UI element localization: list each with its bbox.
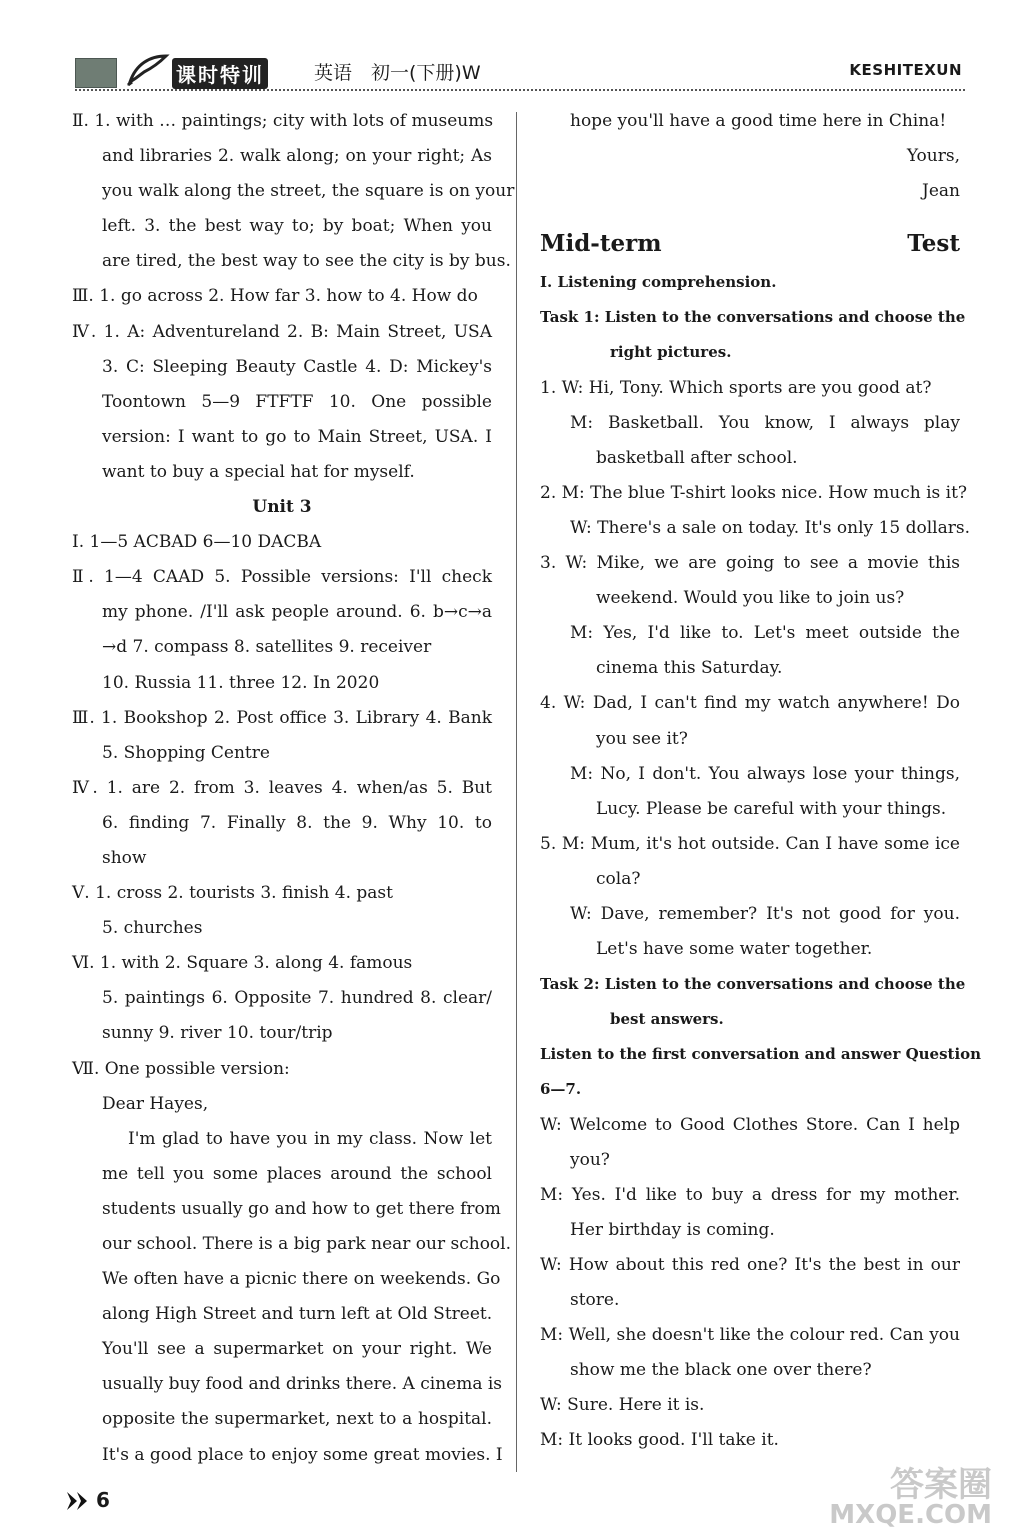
left-text-line: Ⅲ. 1. Bookshop 2. Post office 3. Library 4. Bank <box>72 707 492 728</box>
page-header <box>0 0 1032 100</box>
watermark-line-2: MXQE.COM <box>829 1500 992 1530</box>
pen-logo-icon <box>126 52 174 86</box>
right-text-line: 4. W: Dad, I can't find my watch anywhere! Do <box>540 693 960 714</box>
right-text-line: Listen to the first conversation and answer Question <box>540 1045 982 1064</box>
left-text-line: 5. paintings 6. Opposite 7. hundred 8. clear/ <box>102 988 492 1009</box>
right-text-line: 5. M: Mum, it's hot outside. Can I have some ice <box>540 833 960 854</box>
book-cover-thumbnail <box>75 58 117 88</box>
right-text-line: store. <box>570 1290 620 1310</box>
left-text-line: Ⅶ. One possible version: <box>72 1058 290 1079</box>
right-text-line: Let's have some water together. <box>596 939 873 960</box>
right-text-line: 2. M: The blue T-shirt looks nice. How much is it? <box>540 482 968 503</box>
left-text-line: me tell you some places around the school <box>102 1163 492 1184</box>
right-text-line: Lucy. Please be careful with your things. <box>596 798 947 819</box>
right-text-line: show me the black one over there? <box>570 1360 872 1381</box>
right-text-line: Yours, <box>906 146 960 167</box>
right-text-line: Her birthday is coming. <box>570 1219 775 1240</box>
right-text-line: W: How about this red one? It's the best in our <box>540 1254 960 1275</box>
right-text-line: W: Sure. Here it is. <box>540 1395 705 1416</box>
left-text-line: 5. Shopping Centre <box>102 742 270 763</box>
right-text-line: weekend. Would you like to join us? <box>596 588 905 609</box>
right-text-line: Task 2: Listen to the conversations and choose the <box>540 975 966 994</box>
left-text-line: and libraries 2. walk along; on your right; As <box>102 146 492 167</box>
right-text-line: Jean <box>922 181 960 202</box>
left-text-line: Toontown 5—9 FTFTF 10. One possible <box>102 391 492 412</box>
right-text-line: Mid-term Test <box>540 230 960 258</box>
right-text-line: 3. W: Mike, we are going to see a movie this <box>540 553 960 574</box>
subject-label: 英语 初一(下册)W <box>314 62 481 84</box>
right-text-line: W: Welcome to Good Clothes Store. Can I help <box>540 1114 960 1135</box>
brand-label: KESHITEXUN <box>849 61 962 79</box>
left-text-line: 3. C: Sleeping Beauty Castle 4. D: Mickey's <box>102 356 492 377</box>
left-text-line: I'm glad to have you in my class. Now let <box>128 1128 492 1149</box>
right-text-line: right pictures. <box>610 343 732 362</box>
left-text-line: Ⅰ. 1—5 ACBAD 6—10 DACBA <box>72 532 322 553</box>
left-text-line: are tired, the best way to see the city is by bus. <box>102 251 511 272</box>
right-text-line: Task 1: Listen to the conversations and choose the <box>540 308 966 327</box>
left-column <box>72 104 515 1473</box>
left-text-line: my phone. /I'll ask people around. 6. b→c→a <box>102 602 492 623</box>
left-text-line: opposite the supermarket, next to a hospital. <box>102 1409 492 1430</box>
left-text-line: Ⅱ. 1—4 CAAD 5. Possible versions: I'll check <box>72 567 492 588</box>
right-text-line: M: It looks good. I'll take it. <box>540 1430 779 1451</box>
right-text-line: M: Yes. I'd like to buy a dress for my mother. <box>540 1184 960 1205</box>
right-text-line: M: Basketball. You know, I always play <box>570 412 960 433</box>
left-text-line: our school. There is a big park near our school. <box>102 1234 512 1254</box>
column-divider <box>516 112 517 1472</box>
right-text-line: W: Dave, remember? It's not good for you. <box>570 903 960 924</box>
right-text-line: you see it? <box>596 728 688 749</box>
left-text-line: Ⅴ. 1. cross 2. tourists 3. finish 4. past <box>72 883 393 904</box>
left-text-line: 6. finding 7. Finally 8. the 9. Why 10. to <box>102 812 492 833</box>
left-text-line: Ⅲ. 1. go across 2. How far 3. how to 4. How do <box>72 286 478 307</box>
right-text-line: M: Yes, I'd like to. Let's meet outside the <box>570 623 960 644</box>
right-text-line: hope you'll have a good time here in China! <box>570 111 947 131</box>
left-text-line: Ⅳ. 1. are 2. from 3. leaves 4. when/as 5. But <box>72 777 492 798</box>
left-text-line: want to buy a special hat for myself. <box>102 461 415 482</box>
right-text-line: cinema this Saturday. <box>596 658 783 679</box>
left-text-line: along High Street and turn left at Old Street. <box>102 1304 493 1325</box>
right-column <box>540 104 982 1458</box>
left-text-line: 10. Russia 11. three 12. In 2020 <box>102 672 380 693</box>
left-text-line: Ⅱ. 1. with … paintings; city with lots of museums <box>72 111 494 131</box>
header-divider <box>75 89 965 91</box>
right-text-line: Ⅰ. Listening comprehension. <box>540 273 777 292</box>
left-text-line: 5. churches <box>102 918 203 939</box>
watermark-line-1: 答案圈 <box>890 1465 992 1505</box>
series-logo: 课时特训 <box>172 58 268 89</box>
right-text-line: best answers. <box>610 1010 724 1029</box>
left-text-line: usually buy food and drinks there. A cinema is <box>102 1374 503 1395</box>
right-text-line: 1. W: Hi, Tony. Which sports are you good at? <box>540 377 932 398</box>
right-text-line: W: There's a sale on today. It's only 15 dollars. <box>570 517 970 538</box>
right-text-line: M: Well, she doesn't like the colour red. Can you <box>540 1325 960 1346</box>
left-text-line: We often have a picnic there on weekends. Go <box>102 1269 501 1290</box>
page-number: 6 <box>96 1488 110 1512</box>
left-text-line: Dear Hayes, <box>102 1093 209 1114</box>
left-text-line: Ⅵ. 1. with 2. Square 3. along 4. famous <box>72 953 413 974</box>
left-text-line: Unit 3 <box>252 497 312 518</box>
left-text-line: sunny 9. river 10. tour/trip <box>102 1023 333 1044</box>
left-text-line: You'll see a supermarket on your right. We <box>102 1339 492 1360</box>
right-text-line: basketball after school. <box>596 447 798 468</box>
left-text-line: version: I want to go to Main Street, USA. I <box>102 426 492 447</box>
right-text-line: M: No, I don't. You always lose your things, <box>570 763 960 784</box>
right-text-line: you? <box>570 1149 610 1170</box>
site-watermark <box>829 1465 992 1530</box>
left-text-line: Ⅳ. 1. A: Adventureland 2. B: Main Street, USA <box>72 321 492 342</box>
right-text-line: 6—7. <box>540 1080 582 1099</box>
left-text-line: It's a good place to enjoy some great movies. I <box>102 1444 503 1465</box>
left-text-line: students usually go and how to get there from <box>102 1198 501 1219</box>
left-text-line: →d 7. compass 8. satellites 9. receiver <box>102 637 432 658</box>
left-text-line: show <box>102 847 147 868</box>
left-text-line: you walk along the street, the square is on your <box>102 181 515 202</box>
right-text-line: cola? <box>596 868 641 889</box>
left-text-line: left. 3. the best way to; by boat; When you <box>102 216 492 237</box>
